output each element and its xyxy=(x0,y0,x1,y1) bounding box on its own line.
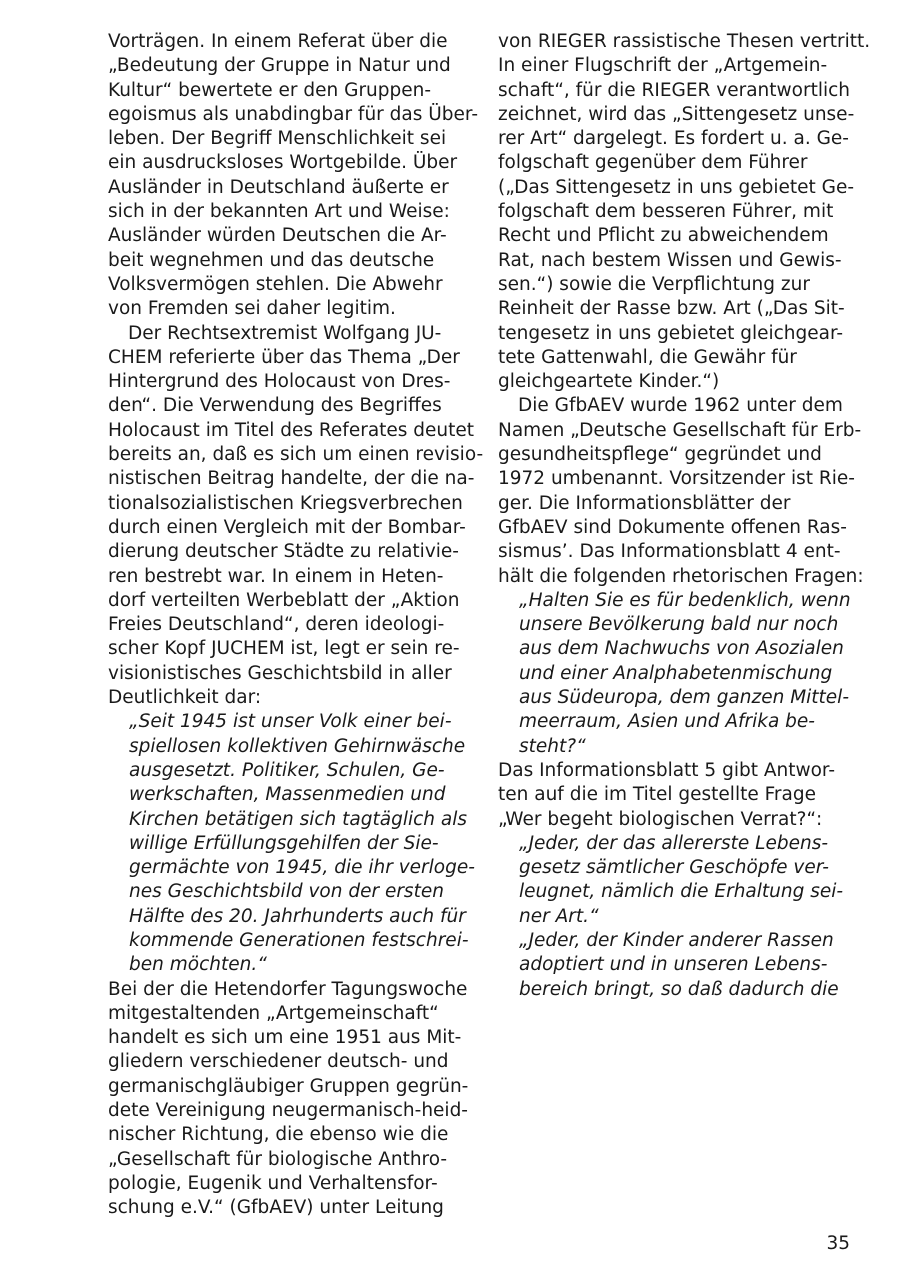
text-line: folgschaft dem besseren Führer, mit xyxy=(498,201,834,223)
text-line: ein ausdrucksloses Wortgebilde. Über xyxy=(108,152,458,174)
text-line: Namen „Deutsche Gesellschaft für Erb- xyxy=(498,419,862,441)
text-line: tengesetz in uns gebietet gleichgear- xyxy=(498,322,844,344)
text-line: Hintergrund des Holocaust von Dres- xyxy=(108,371,451,393)
quote-line: willige Erfüllungsgehilfen der Sie- xyxy=(129,832,439,854)
quote-line: nes Geschichtsbild von der ersten xyxy=(129,881,444,903)
text-line: Deutlichkeit dar: xyxy=(108,687,262,709)
quote-line: „Jeder, der Kinder anderer Rassen xyxy=(519,929,834,951)
text-line: Volksvermögen stehlen. Die Abwehr xyxy=(108,273,443,295)
quote-line: ben möchten.“ xyxy=(129,954,267,976)
text-line: Das Informationsblatt 5 gibt Antwor- xyxy=(498,759,836,781)
text-line: von Fremden sei daher legitim. xyxy=(108,298,396,320)
text-line: Kultur“ bewertete er den Gruppen- xyxy=(108,79,432,101)
text-line: von RIEGER rassistische Thesen vertritt. xyxy=(498,31,871,52)
text-line: zeichnet, wird das „Sittengesetz unse- xyxy=(498,103,855,125)
text-line: ger. Die Informationsblätter der xyxy=(498,492,791,514)
text-line: rer Art“ dargelegt. Es fordert u. a. Ge- xyxy=(498,128,849,150)
text-line: bereits an, daß es sich um einen revisio- xyxy=(108,444,484,466)
quote-line: Kirchen betätigen sich tagtäglich als xyxy=(129,808,467,830)
text-line: „Wer begeht biologischen Verrat?“: xyxy=(498,808,823,830)
text-line: dete Vereinigung neugermanisch-heid- xyxy=(108,1100,468,1122)
text-line: ten auf die im Titel gestellte Frage xyxy=(498,784,816,806)
text-line: Holocaust im Titel des Referates deutet xyxy=(108,419,475,441)
text-line: pologie, Eugenik und Verhaltensfor- xyxy=(108,1172,438,1194)
quote-line: germächte von 1945, die ihr verloge- xyxy=(129,857,475,879)
quote-line: leugnet, nämlich die Erhaltung sei- xyxy=(519,881,844,903)
text-line: Vorträgen. In einem Referat über die xyxy=(108,31,448,52)
text-line: („Das Sittengesetz in uns gebietet Ge- xyxy=(498,176,854,198)
quote-line: kommende Generationen festschrei- xyxy=(129,929,469,951)
text-line: beit wegnehmen und das deutsche xyxy=(108,249,435,271)
text-line: Ausländer würden Deutschen die Ar- xyxy=(108,225,447,247)
text-line: gleichgeartete Kinder.“) xyxy=(498,371,720,393)
text-line: dorf verteilten Werbeblatt der „Aktion xyxy=(108,589,460,611)
text-line: leben. Der Begriff Menschlichkeit sei xyxy=(108,128,447,150)
text-line: scher Kopf JUCHEM ist, legt er sein re- xyxy=(108,638,460,660)
text-line: nistischen Beitrag handelte, der die na- xyxy=(108,468,475,490)
text-line: GfbAEV sind Dokumente offenen Ras- xyxy=(498,516,847,538)
quote-line: aus Südeuropa, dem ganzen Mittel- xyxy=(519,687,850,709)
text-line: gesundheitspflege“ gegründet und xyxy=(498,444,822,466)
quote-line: werkschaften, Massenmedien und xyxy=(129,784,446,806)
paragraph-start-line: Der Rechtsextremist Wolfgang JU- xyxy=(128,322,442,344)
text-line: tete Gattenwahl, die Gewähr für xyxy=(498,346,797,368)
text-line: schung e.V.“ (GfbAEV) unter Leitung xyxy=(108,1197,444,1219)
text-line: egoismus als unabdingbar für das Über- xyxy=(108,103,479,125)
text-line: schaft“, für die RIEGER verantwortlich xyxy=(498,79,851,101)
text-line: In einer Flugschrift der „Artgemein- xyxy=(498,55,828,77)
text-line: nischer Richtung, die ebenso wie die xyxy=(108,1124,449,1146)
quote-line: adoptiert und in unseren Lebens- xyxy=(519,954,828,976)
text-line: Recht und Pflicht zu abweichendem xyxy=(498,225,829,247)
text-line: „Gesellschaft für biologische Anthro- xyxy=(108,1148,448,1170)
text-line: sich in der bekannten Art und Weise: xyxy=(108,201,450,223)
paragraph-start-line: Die GfbAEV wurde 1962 unter dem xyxy=(518,395,843,417)
text-line: Freies Deutschland“, deren ideologi- xyxy=(108,614,445,636)
text-line: tionalsozialistischen Kriegsverbrechen xyxy=(108,492,463,514)
text-line: mitgestaltenden „Artgemeinschaft“ xyxy=(108,1002,439,1024)
text-line: Reinheit der Rasse bzw. Art („Das Sit- xyxy=(498,298,845,320)
quote-line: spiellosen kollektiven Gehirnwäsche xyxy=(129,735,466,757)
text-line: gliedern verschiedener deutsch- und xyxy=(108,1051,449,1073)
quote-line: gesetz sämtlicher Geschöpfe ver- xyxy=(519,857,829,879)
text-line: Rat, nach bestem Wissen und Gewis- xyxy=(498,249,842,271)
quote-line: unsere Bevölkerung bald nur noch xyxy=(519,614,839,636)
text-line: den“. Die Verwendung des Begriffes xyxy=(108,395,442,417)
quote-line: bereich bringt, so daß dadurch die xyxy=(519,978,839,1000)
quote-line: meerraum, Asien und Afrika be- xyxy=(519,711,815,733)
quote-line: „Halten Sie es für bedenklich, wenn xyxy=(519,589,851,611)
text-line: ren bestrebt war. In einem in Heten- xyxy=(108,565,444,587)
text-line: durch einen Vergleich mit der Bombar- xyxy=(108,516,466,538)
text-line: 1972 umbenannt. Vorsitzender ist Rie- xyxy=(498,468,855,490)
text-line: hält die folgenden rhetorischen Fragen: xyxy=(498,565,864,587)
quote-line: ner Art.“ xyxy=(519,905,599,927)
text-line: handelt es sich um eine 1951 aus Mit- xyxy=(108,1027,462,1049)
text-line: „Bedeutung der Gruppe in Natur und xyxy=(108,55,451,77)
text-line: folgschaft gegenüber dem Führer xyxy=(498,152,808,174)
page-number: 35 xyxy=(826,1233,850,1254)
text-line: germanischgläubiger Gruppen gegrün- xyxy=(108,1075,469,1097)
text-line: visionistisches Geschichtsbild in aller xyxy=(108,662,452,684)
right-text-column xyxy=(498,30,871,1002)
quote-line: ausgesetzt. Politiker, Schulen, Ge- xyxy=(129,759,445,781)
text-line: Ausländer in Deutschland äußerte er xyxy=(108,176,449,198)
text-line: sismus’. Das Informationsblatt 4 ent- xyxy=(498,541,841,563)
text-line: dierung deutscher Städte zu relativie- xyxy=(108,541,459,563)
quote-line: und einer Analphabetenmischung xyxy=(519,662,833,684)
text-line: Bei der die Hetendorfer Tagungswoche xyxy=(108,978,468,1000)
left-text-column xyxy=(108,30,484,1221)
quote-line: aus dem Nachwuchs von Asozialen xyxy=(519,638,844,660)
quote-line: steht?“ xyxy=(519,735,586,757)
quote-line: Hälfte des 20. Jahrhunderts auch für xyxy=(129,905,466,927)
quote-line: „Seit 1945 ist unser Volk einer bei- xyxy=(129,711,452,733)
quote-line: „Jeder, der das allererste Lebens- xyxy=(519,832,829,854)
text-line: CHEM referierte über das Thema „Der xyxy=(108,346,460,368)
text-line: sen.“) sowie die Verpflichtung zur xyxy=(498,273,810,295)
